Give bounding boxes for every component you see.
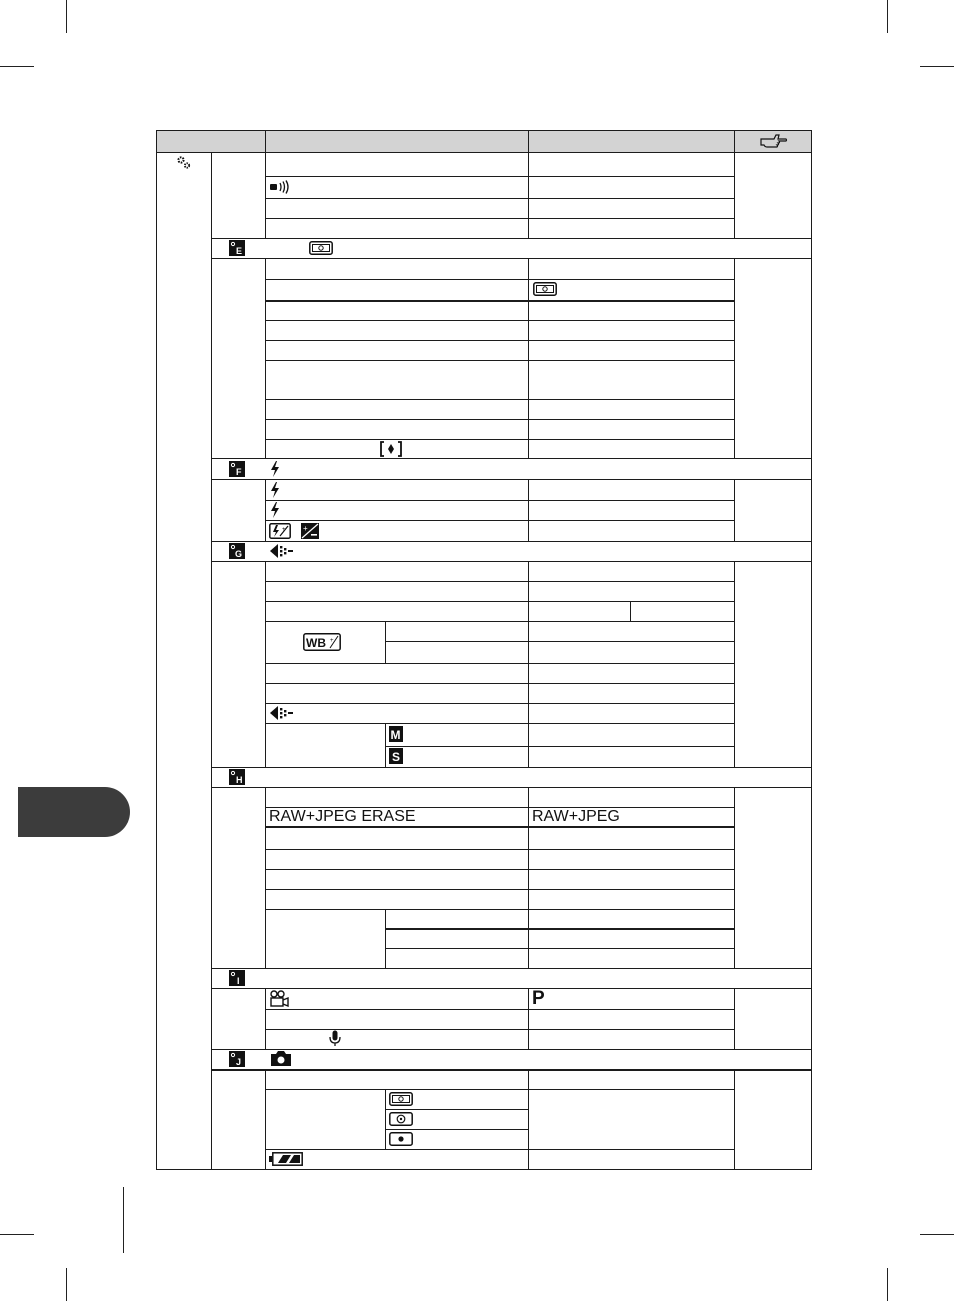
column-divider <box>734 258 735 458</box>
svg-text:M: M <box>390 728 401 742</box>
row-divider <box>265 723 734 724</box>
column-divider <box>734 787 735 968</box>
exposure-compensation-icon <box>301 523 319 539</box>
row-divider <box>265 439 734 440</box>
column-divider <box>265 988 266 1049</box>
column-divider <box>528 561 529 767</box>
page-margin-rule <box>123 1187 124 1253</box>
row-divider <box>385 948 734 949</box>
svg-text:G: G <box>235 549 243 559</box>
row-divider <box>265 621 734 622</box>
row-divider <box>265 889 734 890</box>
column-divider <box>385 621 386 663</box>
column-divider <box>265 258 266 458</box>
crop-mark <box>887 1268 888 1301</box>
image-quality-icon <box>269 544 295 558</box>
column-divider <box>528 479 529 541</box>
section-divider <box>211 458 812 459</box>
row-divider <box>265 520 734 521</box>
white-balance-compensation-icon <box>303 633 341 651</box>
section-divider <box>211 238 812 239</box>
column-divider <box>630 601 631 621</box>
section-divider <box>211 968 812 969</box>
section-divider <box>211 541 812 542</box>
row-divider <box>265 218 734 219</box>
crop-mark <box>920 1234 954 1235</box>
custom-menu-tab-g-icon <box>229 543 245 559</box>
svg-text:J: J <box>236 1057 242 1067</box>
table-header-row <box>157 131 811 152</box>
svg-text:+: + <box>282 527 286 533</box>
crop-mark <box>887 0 888 33</box>
row-divider <box>265 320 734 321</box>
table-border <box>156 130 812 131</box>
row-divider <box>265 909 734 910</box>
column-divider <box>265 1070 266 1170</box>
custom-menu-tab-i-icon <box>229 970 245 986</box>
column-divider <box>385 909 386 968</box>
row-divider <box>265 581 734 582</box>
column-divider <box>265 561 266 767</box>
row-divider <box>385 1109 528 1110</box>
row-divider <box>385 641 734 642</box>
size-m-icon <box>389 726 403 742</box>
microphone-icon <box>329 1030 341 1047</box>
table-border <box>156 152 812 153</box>
crop-mark <box>0 66 34 67</box>
movie-mode-value: P <box>532 988 545 1009</box>
column-divider <box>734 1070 735 1170</box>
row-divider <box>265 300 734 302</box>
battery-icon <box>269 1152 303 1166</box>
row-divider <box>265 399 734 400</box>
row-divider <box>265 703 734 704</box>
row-divider <box>265 869 734 870</box>
table-border <box>811 130 812 1170</box>
flash-exposure-compensation-icon <box>269 523 291 539</box>
svg-text:H: H <box>236 775 243 785</box>
row-divider <box>265 500 734 501</box>
image-quality-icon <box>269 706 295 720</box>
custom-menu-tab-j-icon <box>229 1051 245 1067</box>
pointing-hand-icon <box>760 133 788 149</box>
section-divider <box>211 1049 812 1050</box>
section-divider <box>211 988 812 989</box>
column-divider <box>265 130 266 238</box>
custom-menu-gears-icon <box>176 155 192 169</box>
svg-text:WB: WB <box>306 636 326 650</box>
af-target-bracket-icon <box>380 441 402 457</box>
section-divider <box>211 561 812 562</box>
crop-mark <box>920 66 954 67</box>
esp-metering-icon <box>533 282 557 296</box>
custom-menu-tab-f-icon <box>229 461 245 477</box>
row-divider <box>265 340 734 341</box>
column-divider <box>528 258 529 458</box>
column-divider <box>528 988 529 1049</box>
movie-camera-icon <box>269 990 289 1007</box>
svg-text:+: + <box>330 638 334 644</box>
row-divider <box>265 419 734 420</box>
crop-mark <box>66 0 67 33</box>
raw-jpeg-erase-label: RAW+JPEG ERASE <box>269 808 416 825</box>
section-divider <box>211 1069 812 1071</box>
row-divider <box>265 1149 734 1150</box>
flash-icon <box>270 482 280 498</box>
row-divider <box>265 663 734 664</box>
row-divider <box>265 1089 734 1090</box>
esp-metering-icon <box>389 1092 413 1106</box>
table-border <box>156 1169 812 1170</box>
center-weighted-metering-icon <box>389 1112 413 1126</box>
section-divider <box>211 258 812 259</box>
row-divider <box>265 279 734 280</box>
row-divider <box>265 360 734 361</box>
column-divider <box>265 479 266 541</box>
row-divider <box>385 746 734 747</box>
column-divider <box>211 152 212 1170</box>
section-divider <box>211 767 812 768</box>
custom-menu-tab-e-icon <box>229 240 245 256</box>
column-divider <box>734 130 735 238</box>
row-divider <box>385 1129 528 1130</box>
column-divider <box>528 787 529 968</box>
section-divider <box>211 479 812 480</box>
svg-text:E: E <box>236 246 243 256</box>
column-divider <box>265 787 266 968</box>
column-divider <box>385 1089 386 1150</box>
row-divider <box>265 198 734 199</box>
chapter-side-tab <box>18 787 130 837</box>
flash-icon <box>270 502 280 518</box>
svg-text:S: S <box>392 750 401 764</box>
column-divider <box>528 1070 529 1170</box>
svg-text:+: + <box>303 524 308 533</box>
row-divider <box>265 849 734 850</box>
raw-jpeg-erase-value: RAW+JPEG <box>532 808 620 825</box>
row-divider <box>385 928 734 930</box>
column-divider <box>385 723 386 767</box>
beep-sound-icon <box>269 180 291 194</box>
crop-mark <box>0 1234 34 1235</box>
row-divider <box>265 683 734 684</box>
size-s-icon <box>389 748 403 764</box>
column-divider <box>528 130 529 238</box>
table-border <box>156 130 157 1170</box>
esp-metering-icon <box>309 241 333 255</box>
section-divider <box>211 787 812 788</box>
svg-text:F: F <box>236 467 242 477</box>
flash-icon <box>270 461 280 477</box>
column-divider <box>734 988 735 1049</box>
row-divider <box>265 826 734 828</box>
crop-mark <box>66 1268 67 1301</box>
camera-icon <box>270 1050 292 1067</box>
row-divider <box>265 176 734 177</box>
spot-metering-icon <box>389 1132 413 1146</box>
custom-menu-tab-h-icon <box>229 769 245 785</box>
row-divider <box>265 1009 734 1010</box>
column-divider <box>734 561 735 767</box>
svg-text:I: I <box>237 976 240 986</box>
column-divider <box>734 479 735 541</box>
row-divider <box>265 601 734 602</box>
